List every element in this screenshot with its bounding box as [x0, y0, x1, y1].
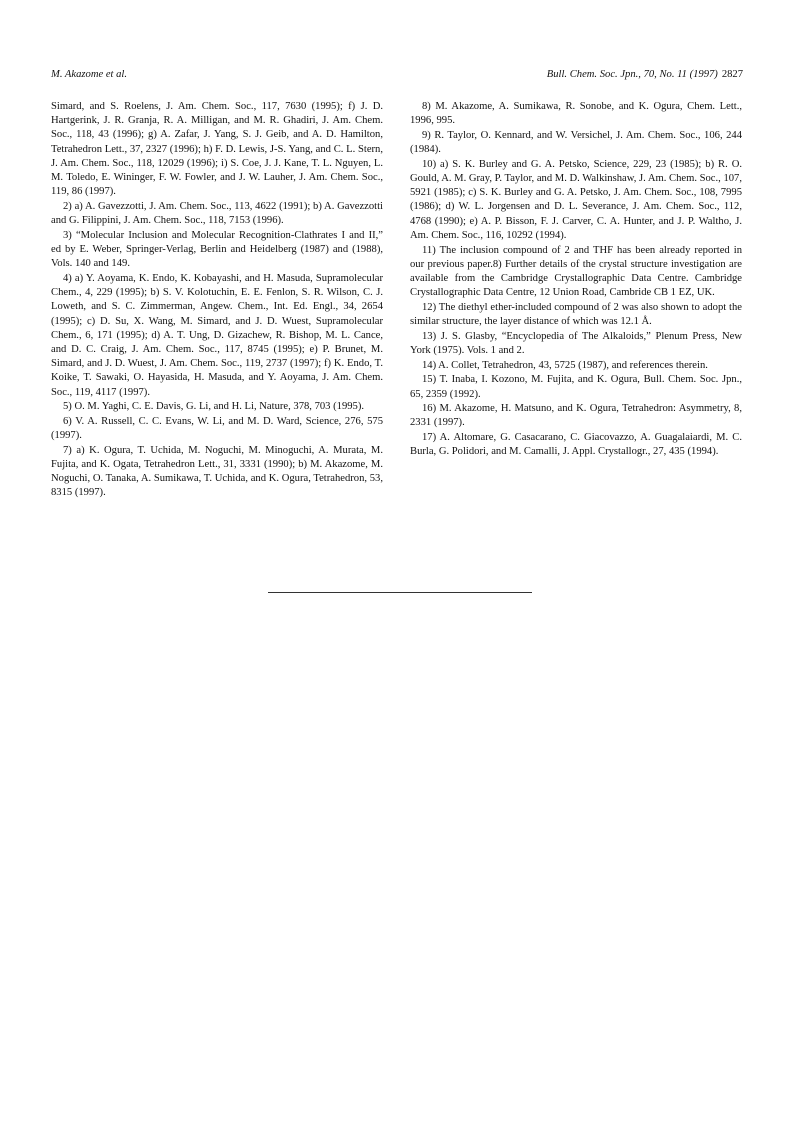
reference-15: 15) T. Inaba, I. Kozono, M. Fujita, and K. Ogura, Bull. Chem. Soc. Jpn., 65, 2359 (1992).: [410, 374, 742, 400]
reference-5: 5) O. M. Yaghi, C. E. Davis, G. Li, and H. Li, Nature, 378, 703 (1995).: [63, 401, 365, 413]
reference-10: 10) a) S. K. Burley and G. A. Petsko, Science, 229, 23 (1985); b) R. O. Gould, A. M. Gray, P. Taylor, and M. D. Walkinshaw, J. Am. Chem. Soc., 107, 5921 (1985); c) S. K. Burley and G. A. Petsko, J. Am. Chem. Soc., 108, 7995 (1986); d) W. L. Jorgensen and D. L. Severance, J. Am. Chem. Soc., 112, 4768 (1990); e) A. P. Bisson, F. J. Carver, C. A. Hunter, and J. P. Waltho, J. Am. Chem. Soc., 116, 10292 (1994).: [410, 158, 742, 241]
reference-6: 6) V. A. Russell, C. C. Evans, W. Li, and M. D. Ward, Science, 276, 575 (1997).: [51, 415, 383, 442]
end-of-article-rule: [268, 592, 532, 593]
header-journal-page: [547, 69, 743, 80]
references-right-column: [410, 100, 742, 460]
header-authors: M. Akazome et al.: [51, 69, 128, 80]
page-number: 2827: [721, 69, 743, 80]
reference-11: 11) The inclusion compound of 2 and THF has been already reported in our previous paper.8) Further details of the crystal structure investigation are available from the Cambridge Crystallographic Data Centre. Cambridge Crystallographic Data Centre, 12 Union Road, Cambride CB 1 EZ, UK.: [410, 244, 742, 299]
reference-13: 13) J. S. Glasby, “Encyclopedia of The Alkaloids,” Plenum Press, New York (1975). Vols. 1 and 2.: [410, 330, 742, 356]
reference-1-continuation: Simard, and S. Roelens, J. Am. Chem. Soc., 117, 7630 (1995); f) J. D. Hartgerink, J. R. Granja, R. A. Milligan, and M. R. Ghadiri, J. Am. Chem. Soc., 118, 43 (1996); g) A. Zafar, J. Yang, S. J. Geib, and A. D. Hamilton, Tetrahedron Lett., 37, 2327 (1996); h) F. D. Lewis, J-S. Yang, and C. L. Stern, J. Am. Chem. Soc., 118, 12029 (1996); i) S. Coe, J. J. Kane, T. L. Nguyen, L. M. Toledo, E. Wininger, F. W. Fowler, and J. W. Lauher, J. Am. Chem. Soc., 119, 86 (1997).: [51, 101, 383, 198]
reference-7: 7) a) K. Ogura, T. Uchida, M. Noguchi, M. Minoguchi, A. Murata, M. Fujita, and K. Ogata, Tetrahedron Lett., 31, 3331 (1990); b) M. Akazome, M. Noguchi, O. Tanaka, A. Sumikawa, T. Uchida, and K. Ogura, Tetrahedron, 53, 8315 (1997).: [51, 444, 383, 499]
reference-14: 14) A. Collet, Tetrahedron, 43, 5725 (1987), and references therein.: [422, 359, 708, 371]
reference-4: 4) a) Y. Aoyama, K. Endo, K. Kobayashi, and H. Masuda, Supramolecular Chem., 4, 229 (1995); b) S. V. Kolotuchin, E. E. Fenlon, S. R. Wilson, C. J. Loweth, and S. C. Zimmerman, Angew. Chem., Int. Ed. Engl., 34, 2654 (1995); c) D. Su, X. Wang, M. Simard, and J. D. Wuest, Supramolecular Chem., 6, 171 (1995); d) A. T. Ung, D. Gizachew, R. Bishop, M. L. Cance, and D. C. Craig, J. Am. Chem. Soc., 117, 8745 (1995); e) P. Brunet, M. Simard, and J. D. Wuest, J. Am. Chem. Soc., 119, 2737 (1997); f) K. Endo, T. Koike, T. Sawaki, O. Hayasida, H. Masuda, and Y. Aoyama, J. Am. Chem. Soc., 119, 4117 (1997).: [51, 272, 383, 398]
reference-16: 16) M. Akazome, H. Matsuno, and K. Ogura, Tetrahedron: Asymmetry, 8, 2331 (1997).: [410, 403, 742, 429]
header-journal: Bull. Chem. Soc. Jpn., 70, No. 11 (1997): [546, 69, 718, 80]
references-left-column: [51, 100, 383, 501]
reference-12: 12) The diethyl ether-included compound of 2 was also shown to adopt the similar structure, the layer distance of which was 12.1 Å.: [410, 301, 742, 328]
running-header: [51, 69, 743, 85]
reference-9: 9) R. Taylor, O. Kennard, and W. Versichel, J. Am. Chem. Soc., 106, 244 (1984).: [410, 129, 742, 156]
reference-17: 17) A. Altomare, G. Casacarano, C. Giacovazzo, A. Guagalaiardi, M. C. Burla, G. Polidori, and M. Camalli, J. Appl. Crystallogr., 27, 435 (1994).: [410, 432, 742, 458]
reference-8: 8) M. Akazome, A. Sumikawa, R. Sonobe, and K. Ogura, Chem. Lett., 1996, 995.: [410, 101, 742, 127]
reference-3: 3) “Molecular Inclusion and Molecular Recognition-Clathrates I and II,” ed by E. Weber, Springer-Verlag, Berlin and Heidelberg (1987) and (1988), Vols. 140 and 149.: [51, 229, 383, 270]
reference-2: 2) a) A. Gavezzotti, J. Am. Chem. Soc., 113, 4622 (1991); b) A. Gavezzotti and G. Filippini, J. Am. Chem. Soc., 118, 7153 (1996).: [51, 200, 383, 227]
